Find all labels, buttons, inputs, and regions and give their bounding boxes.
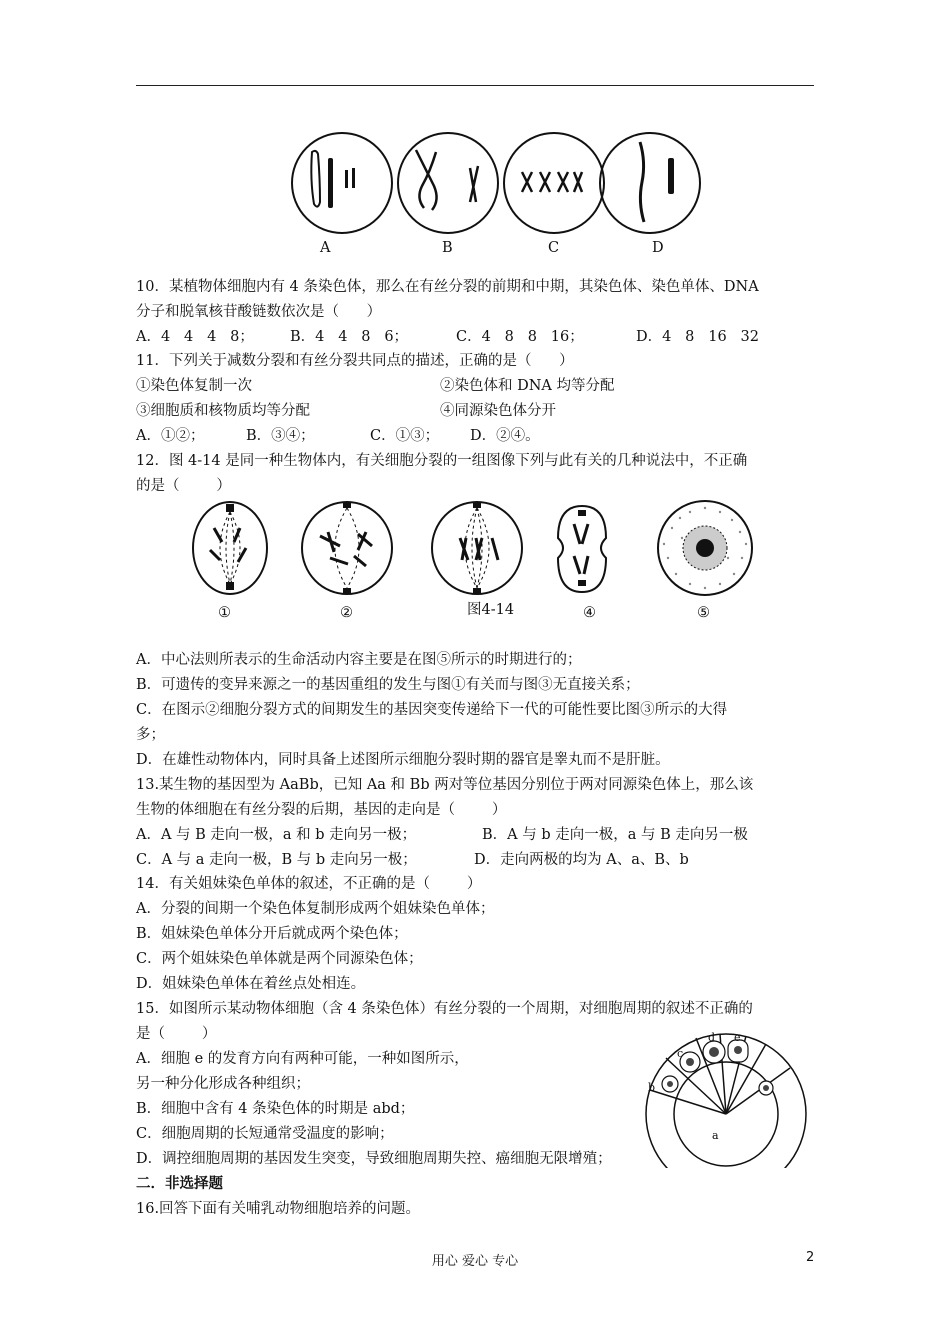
q12-option-c-line2: 多； bbox=[136, 727, 165, 743]
fig412-label-5: ⑤ bbox=[697, 605, 710, 621]
q11-item-4: ④同源染色体分开 bbox=[440, 403, 556, 419]
section-heading: 二．非选择题 bbox=[136, 1176, 223, 1192]
q11-option-b: B．③④； bbox=[246, 428, 315, 444]
q12-option-c-line1: C．在图示②细胞分裂方式的间期发生的基因突变传递给下一代的可能性要比图③所示的大得 bbox=[136, 702, 728, 718]
q10-option-a: A．4 4 4 8； bbox=[136, 329, 254, 345]
fig412-label-4: ④ bbox=[583, 605, 596, 621]
q16-stem: 16.回答下面有关哺乳动物细胞培养的问题。 bbox=[136, 1201, 421, 1217]
fig-label-b: B bbox=[442, 240, 453, 256]
q10-line2: 分子和脱氧核苷酸链数依次是（ ） bbox=[136, 304, 382, 320]
q12-line1: 12．图 4-14 是同一种生物体内，有关细胞分裂的一组图像下列与此有关的几种说法中，不正确 bbox=[136, 453, 748, 469]
cycle-label-a: a bbox=[712, 1129, 719, 1142]
q11-option-c: C．①③； bbox=[370, 428, 440, 444]
q12-option-d: D．在雄性动物体内，同时具备上述图所示细胞分裂时期的器官是睾丸而不是肝脏。 bbox=[136, 752, 670, 768]
page-number: 2 bbox=[806, 1250, 815, 1265]
q15-option-d: D．调控细胞周期的基因发生突变，导致细胞周期失控、癌细胞无限增殖； bbox=[136, 1151, 612, 1167]
q13-line1: 13.某生物的基因型为 AaBb，已知 Aa 和 Bb 两对等位基因分别位于两对同源染色体上，那么该 bbox=[136, 777, 754, 793]
cell-cycle-figure bbox=[640, 1028, 812, 1168]
q15-option-c: C．细胞周期的长短通常受温度的影响； bbox=[136, 1126, 394, 1142]
q12-option-a: A．中心法则所表示的生命活动内容主要是在图⑤所示的时期进行的； bbox=[136, 652, 582, 668]
q15-option-a-line2: 另一种分化形成各种组织； bbox=[136, 1076, 310, 1092]
cycle-label-e: e bbox=[734, 1031, 741, 1044]
q10-option-d: D．4 8 16 32 bbox=[636, 329, 759, 345]
q11-item-1: ①染色体复制一次 bbox=[136, 378, 252, 394]
cycle-label-d: d bbox=[708, 1031, 716, 1044]
fig-label-d: D bbox=[652, 240, 664, 256]
fig412-label-2: ② bbox=[340, 605, 353, 621]
q15-line1: 15．如图所示某动物体细胞（含 4 条染色体）有丝分裂的一个周期，对细胞周期的叙述不正确的 bbox=[136, 1001, 753, 1017]
q14-option-d: D．姐妹染色单体在着丝点处相连。 bbox=[136, 976, 366, 992]
q10-line1: 10．某植物体细胞内有 4 条染色体，那么在有丝分裂的前期和中期，其染色体、染色单体、DNA bbox=[136, 279, 759, 295]
q13-option-b: B．A 与 b 走向一极，a 与 B 走向另一极 bbox=[482, 827, 748, 843]
q11-option-d: D．②④。 bbox=[470, 428, 540, 444]
fig412-caption: 图4-14 bbox=[467, 602, 515, 618]
chromosome-figure bbox=[290, 128, 702, 260]
q12-line2: 的是（ ） bbox=[136, 478, 231, 494]
q10-option-b: B．4 4 8 6； bbox=[290, 329, 409, 345]
q13-option-a: A．A 与 B 走向一极，a 和 b 走向另一极； bbox=[136, 827, 417, 843]
fig412-label-1: ① bbox=[218, 605, 231, 621]
q11-item-2: ②染色体和 DNA 均等分配 bbox=[440, 378, 615, 394]
cycle-label-c: c bbox=[677, 1047, 684, 1060]
q11-item-3: ③细胞质和核物质均等分配 bbox=[136, 403, 310, 419]
q14-option-c: C．两个姐妹染色单体就是两个同源染色体； bbox=[136, 951, 423, 967]
header-rule bbox=[136, 85, 814, 86]
q15-line2: 是（ ） bbox=[136, 1026, 217, 1042]
q13-option-d: D．走向两极的均为 A、a、B、b bbox=[474, 852, 689, 868]
q14-stem: 14．有关姐妹染色单体的叙述，不正确的是（ ） bbox=[136, 876, 482, 892]
page-footer: 用心 爱心 专心 bbox=[431, 1254, 519, 1269]
q12-option-b: B．可遗传的变异来源之一的基因重组的发生与图①有关而与图③无直接关系； bbox=[136, 677, 640, 693]
q13-line2: 生物的体细胞在有丝分裂的后期，基因的走向是（ ） bbox=[136, 802, 507, 818]
fig-label-c: C bbox=[548, 240, 560, 256]
cycle-label-b: b bbox=[648, 1081, 656, 1094]
q15-option-b: B．细胞中含有 4 条染色体的时期是 abd； bbox=[136, 1101, 415, 1117]
q11-stem: 11．下列关于减数分裂和有丝分裂共同点的描述，正确的是（ ） bbox=[136, 353, 574, 369]
q14-option-a: A．分裂的间期一个染色体复制形成两个姐妹染色单体； bbox=[136, 901, 495, 917]
cell-division-figure bbox=[190, 498, 760, 600]
q10-option-c: C．4 8 8 16； bbox=[456, 329, 584, 345]
q13-option-c: C．A 与 a 走向一极，B 与 b 走向另一极； bbox=[136, 852, 417, 868]
q15-option-a-line1: A．细胞 e 的发育方向有两种可能，一种如图所示， bbox=[136, 1051, 469, 1067]
fig-label-a: A bbox=[320, 240, 331, 256]
q14-option-b: B．姐妹染色单体分开后就成两个染色体； bbox=[136, 926, 408, 942]
q11-option-a: A．①②； bbox=[136, 428, 205, 444]
